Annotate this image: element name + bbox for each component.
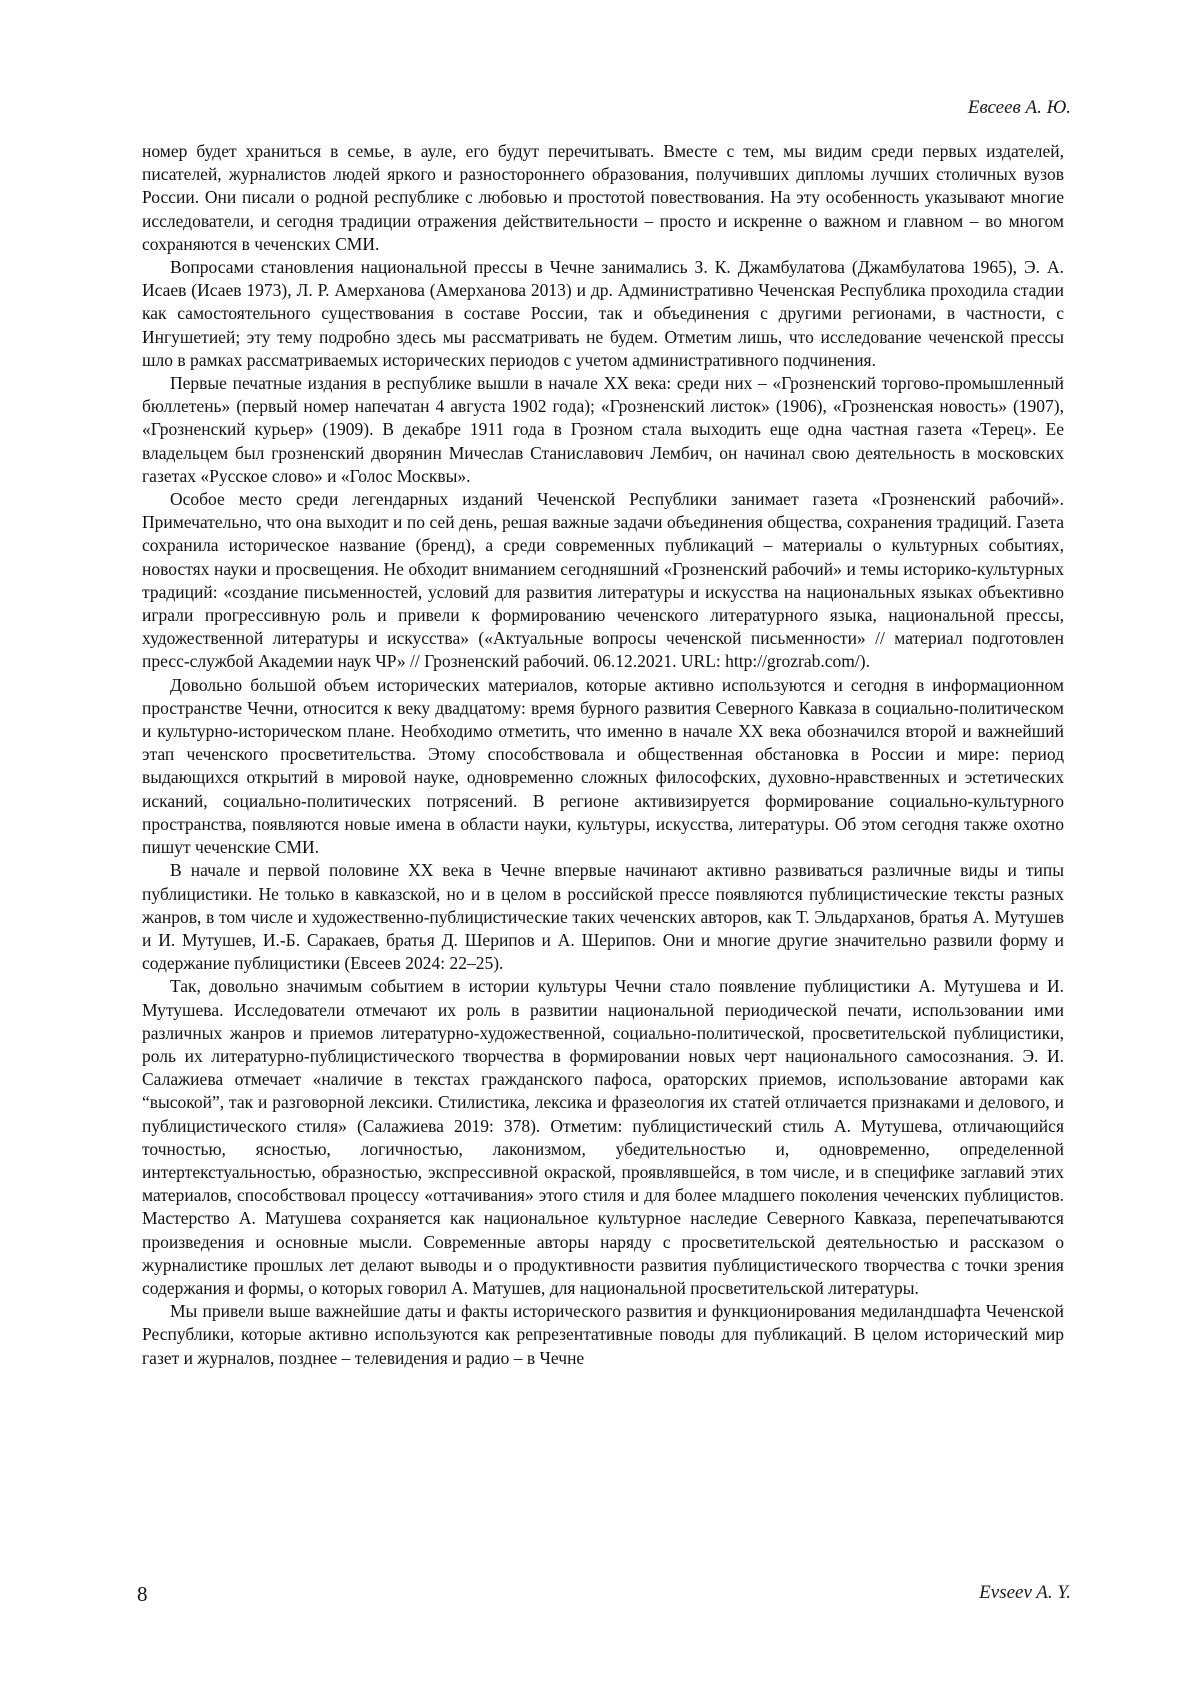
running-header-author: Евсеев А. Ю. (967, 97, 1071, 118)
paragraph-7: Так, довольно значимым событием в истории культуры Чечни стало появление публицистики А. Мутушева и И. Мутушева. Исследователи отмечают их роль в развитии национальной периодической печати, использовании ими различных жанров и приемов литературно-художественной, социально-политической, просветительской публицистики, роль их литературно-публицистического творчества в формировании новых черт национального самосознания. Э. И. Салажиева отмечает «наличие в текстах гражданского пафоса, ораторских приемов, использование авторами как “высокой”, так и разговорной лексики. Стилистика, лексика и фразеология их статей отличается признаками и делового, и публицистического стиля» (Салажиева 2019: 378). Отметим: публицистический стиль А. Мутушева, отличающийся точностью, ясностью, логичностью, лаконизмом, убедительностью и, одновременно, определенной интертекстуальностью, образностью, экспрессивной окраской, проявлявшейся, в том числе, и в специфике заглавий этих материалов, способствовал процессу «оттачивания» этого стиля и для более младшего поколения чеченских публицистов. Мастерство А. Матушева сохраняется как национальное культурное наследие Северного Кавказа, перепечатываются произведения и основные мысли. Современные авторы наряду с просветительской деятельностью и рассказом о журналистике прошлых лет делают выводы и о продуктивности развития публицистического творчества с точки зрения содержания и формы, о которых говорил А. Матушев, для национальной просветительской литературы. (142, 976, 1064, 1298)
footer-author: Evseev A. Y. (979, 1582, 1071, 1603)
paragraph-2: Вопросами становления национальной прессы в Чечне занимались З. К. Джамбулатова (Джамбулатова 1965), Э. А. Исаев (Исаев 1973), Л. Р. Амерханова (Амерханова 2013) и др. Административно Чеченская Республика проходила стадии как самостоятельного существования в составе России, так и объединения с другими регионами, в частности, с Ингушетией; эту тему подробно здесь мы рассматривать не будем. Отметим лишь, что исследование чеченской прессы шло в рамках рассматриваемых исторических периодов с учетом административного подчинения. (142, 257, 1064, 370)
paragraph-1: номер будет храниться в семье, в ауле, его будут перечитывать. Вместе с тем, мы видим среди первых издателей, писателей, журналистов людей яркого и разностороннего образования, получивших дипломы лучших столичных вузов России. Они писали о родной республике с любовью и простотой повествования. На эту особенность указывают многие исследователи, и сегодня традиции отражения действительности – просто и искренне о важном и главном – во многом сохраняются в чеченских СМИ. (142, 141, 1064, 254)
paragraph-6: В начале и первой половине XX века в Чечне впервые начинают активно развиваться различные виды и типы публицистики. Не только в кавказской, но и в целом в российской прессе появляются публицистические тексты разных жанров, в том числе и художественно-публицистические таких чеченских авторов, как Т. Эльдарханов, братья А. Мутушев и И. Мутушев, И.-Б. Саракаев, братья Д. Шерипов и А. Шерипов. Они и многие другие значительно развили форму и содержание публицистики (Евсеев 2024: 22–25). (142, 860, 1064, 974)
page-number: 8 (137, 1582, 148, 1606)
paragraph-3: Первые печатные издания в республике вышли в начале XX века: среди них – «Грозненский торгово-промышленный бюллетень» (первый номер напечатан 4 августа 1902 года); «Грозненский листок» (1906), «Грозненская новость» (1907), «Грозненский курьер» (1909). В декабре 1911 года в Грозном стала выходить еще одна частная газета «Терец». Ее владельцем был грозненский дворянин Мичеслав Станиславович Лембич, он начинал свою деятельность в московских газетах «Русское слово» и «Голос Москвы». (142, 373, 1064, 486)
paragraph-8: Мы привели выше важнейшие даты и факты исторического развития и функционирования медиландшафта Чеченской Республики, которые активно используются как репрезентативные поводы для публикаций. В целом исторический мир газет и журналов, позднее – телевидения и радио – в Чечне (142, 1301, 1064, 1368)
paragraph-4: Особое место среди легендарных изданий Чеченской Республики занимает газета «Грозненский рабочий». Примечательно, что она выходит и по сей день, решая важные задачи объединения общества, сохранения традиций. Газета сохранила историческое название (бренд), а среди современных публикаций – материалы о культурных событиях, новостях науки и просвещения. Не обходит вниманием сегодняшний «Грозненский рабочий» и темы историко-культурных традиций: «создание письменностей, условий для развития литературы и искусства на национальных языках объективно играли прогрессивную роль и привели к формированию чеченского литературного языка, национальной прессы, художественной литературы и искусства» («Актуальные вопросы чеченской письменности» // материал подготовлен пресс-службой Академии наук ЧР» // Грозненский рабочий. 06.12.2021. URL: http://grozrab.com/). (142, 489, 1064, 672)
body-text (142, 140, 1064, 1370)
paragraph-5: Довольно большой объем исторических материалов, которые активно используются и сегодня в информационном пространстве Чечни, относится к веку двадцатому: время бурного развития Северного Кавказа в социально-политическом и культурно-историческом плане. Необходимо отметить, что именно в начале XX века обозначился второй и важнейший этап чеченского просветительства. Этому способствовала и общественная обстановка в России и мире: период выдающихся открытий в мировой науке, одновременно сложных философских, духовно-нравственных и эстетических исканий, социально-политических потрясений. В регионе активизируется формирование социально-культурного пространства, появляются новые имена в области науки, культуры, искусства, литературы. Об этом сегодня также охотно пишут чеченские СМИ. (142, 674, 1064, 858)
